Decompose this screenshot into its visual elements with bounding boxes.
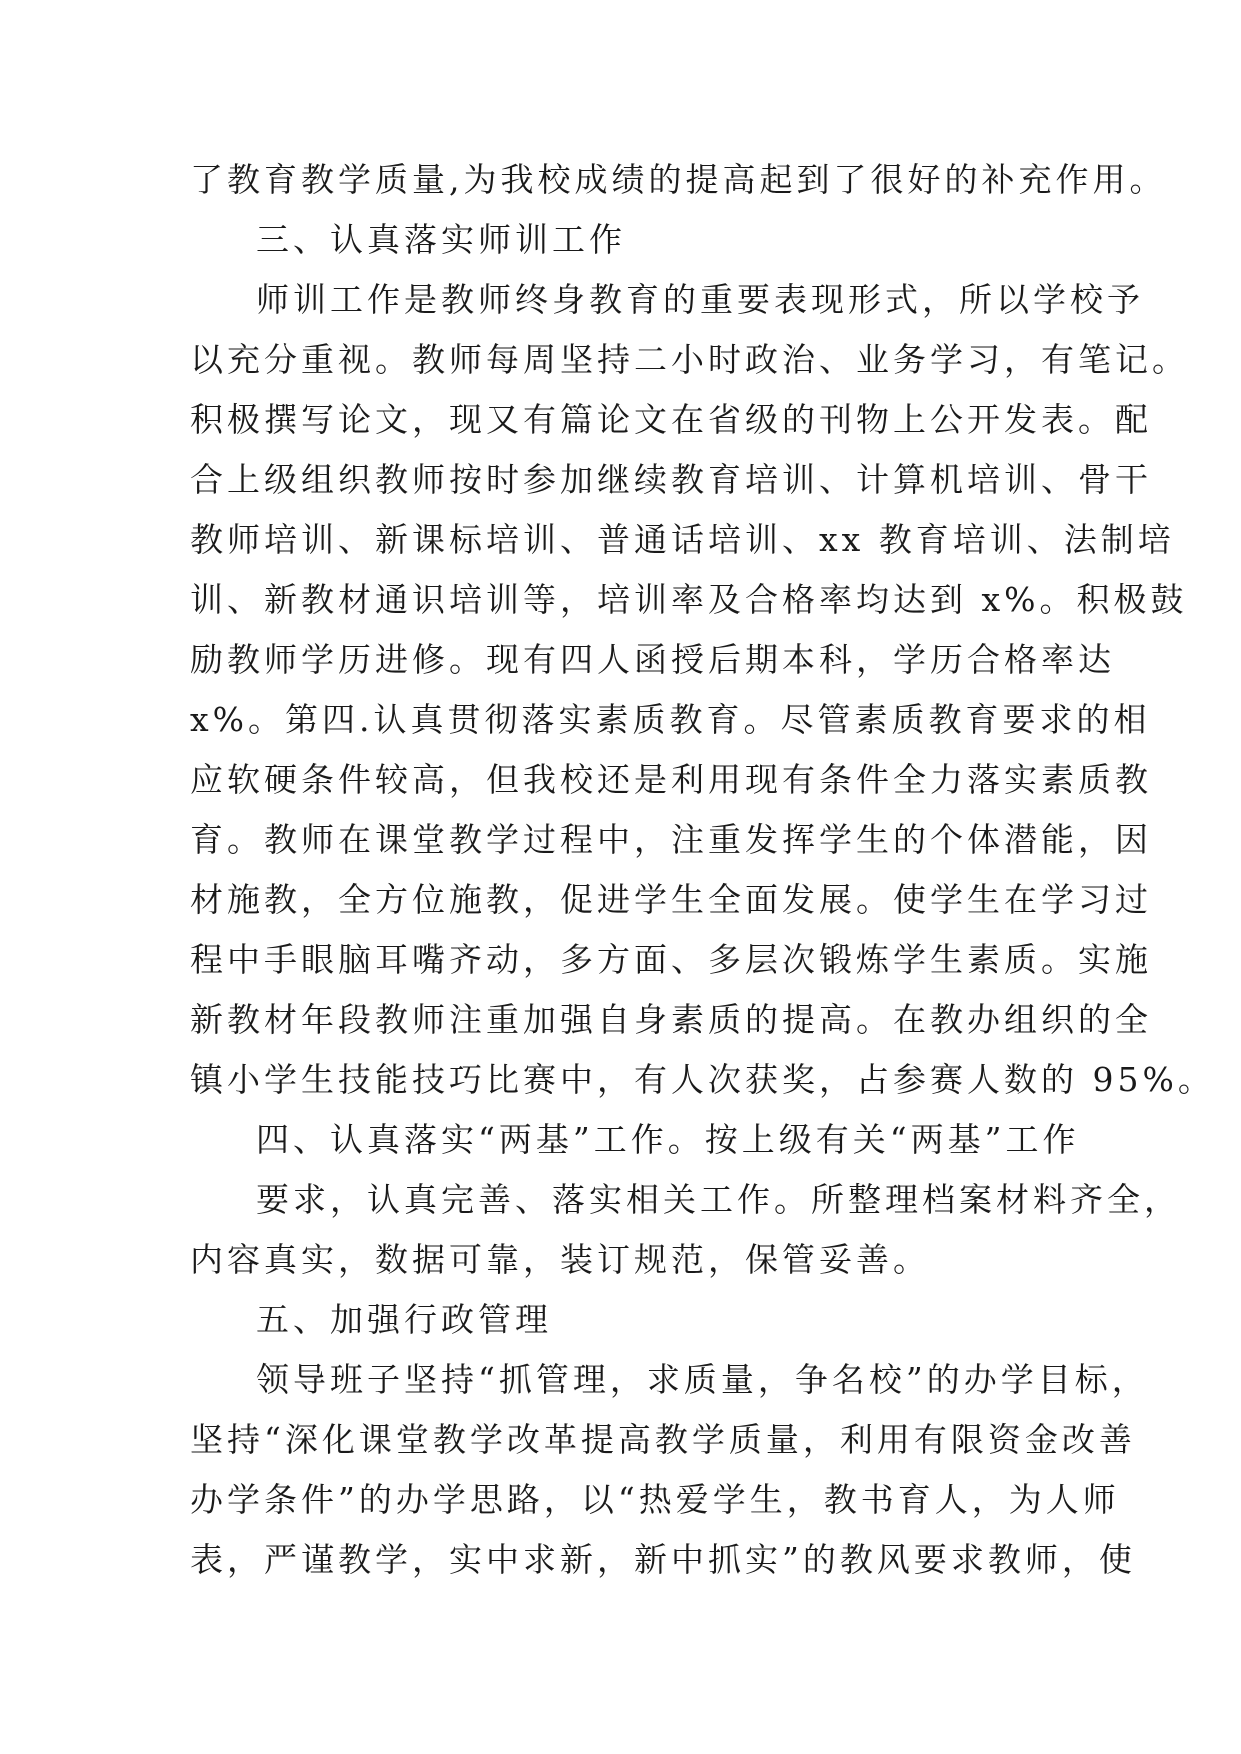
paragraph-line: 合上级组织教师按时参加继续教育培训、计算机培训、骨干 (190, 460, 1152, 499)
paragraph-line: 新教材年段教师注重加强自身素质的提高。在教办组织的全 (190, 1000, 1152, 1039)
paragraph-line: 积极撰写论文，现又有篇论文在省级的刊物上公开发表。配 (190, 400, 1152, 439)
paragraph-line: 要求，认真完善、落实相关工作。所整理档案材料齐全， (256, 1180, 1181, 1219)
paragraph-line: 应软硬条件较高，但我校还是利用现有条件全力落实素质教 (190, 760, 1152, 799)
paragraph-line: 师训工作是教师终身教育的重要表现形式，所以学校予 (256, 280, 1144, 319)
paragraph-line: 程中手眼脑耳嘴齐动，多方面、多层次锻炼学生素质。实施 (190, 940, 1152, 979)
section-heading: 五、加强行政管理 (256, 1300, 552, 1339)
paragraph-line: 材施教，全方位施教，促进学生全面发展。使学生在学习过 (190, 880, 1152, 919)
paragraph-line: 办学条件”的办学思路，以“热爱学生，教书育人，为人师 (190, 1480, 1120, 1519)
paragraph-line: 内容真实，数据可靠，装订规范，保管妥善。 (190, 1240, 930, 1279)
paragraph-line: 励教师学历进修。现有四人函授后期本科，学历合格率达 (190, 640, 1115, 679)
paragraph-line: 坚持“深化课堂教学改革提高教学质量，利用有限资金改善 (190, 1420, 1136, 1459)
paragraph-line: 育。教师在课堂教学过程中，注重发挥学生的个体潜能，因 (190, 820, 1152, 859)
section-heading: 三、认真落实师训工作 (256, 220, 626, 259)
paragraph-line: 了教育教学质量,为我校成绩的提高起到了很好的补充作用。 (190, 160, 1167, 199)
paragraph-line: 教师培训、新课标培训、普通话培训、xx 教育培训、法制培 (190, 520, 1175, 559)
paragraph-line: 镇小学生技能技巧比赛中，有人次获奖，占参赛人数的 95%。 (190, 1060, 1215, 1099)
paragraph-line: x%。第四.认真贯彻落实素质教育。尽管素质教育要求的相 (190, 700, 1151, 739)
section-heading: 四、认真落实“两基”工作。按上级有关“两基”工作 (256, 1120, 1080, 1159)
paragraph-line: 以充分重视。教师每周坚持二小时政治、业务学习，有笔记。 (190, 340, 1189, 379)
paragraph-line: 领导班子坚持“抓管理，求质量，争名校”的办学目标， (256, 1360, 1149, 1399)
paragraph-line: 训、新教材通识培训等，培训率及合格率均达到 x%。积极鼓 (190, 580, 1188, 619)
paragraph-line: 表，严谨教学，实中求新，新中抓实”的教风要求教师，使 (190, 1540, 1136, 1579)
